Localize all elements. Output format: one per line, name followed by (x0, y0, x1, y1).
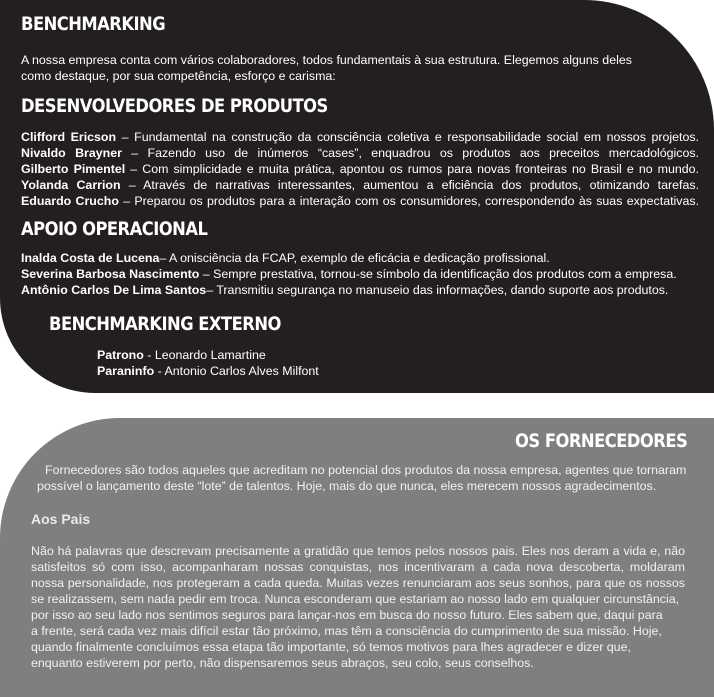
person-name: Clifford Ericson (21, 130, 117, 144)
externo-title: BENCHMARKING EXTERNO (49, 313, 281, 335)
person-name: Antônio Carlos De Lima Santos (21, 283, 207, 297)
benchmarking-title: BENCHMARKING (21, 13, 166, 35)
person-row (21, 145, 699, 161)
person-desc: – Fazendo uso de inúmeros “cases”, enquadrou os produtos aos preceitos mercadológicos. (121, 146, 699, 160)
patrono-row (97, 347, 497, 363)
pais-title: Aos Pais (31, 511, 91, 527)
pais-line: por isso ao seu lado nos sentimos seguros para lançar-nos em busca do nosso futuro. Eles sabem que, daqui para (31, 608, 663, 622)
person-desc: – Com simplicidade e muita prática, apontou os rumos para novas fronteiras no Brasil e no mundo. (125, 162, 699, 176)
person-row (21, 193, 699, 209)
fornecedores-line: Fornecedores são todos aqueles que acreditam no potencial dos produtos da nossa empresa, agentes que tornaram (45, 463, 687, 477)
person-desc: – Sempre prestativa, tornou-se símbolo da identificação dos produtos com a empresa. (199, 267, 677, 281)
benchmarking-intro (21, 52, 691, 84)
fornecedores-title: OS FORNECEDORES (514, 430, 687, 452)
person-desc: – Transmitiu segurança no manuseio das informações, dando suporte aos produtos. (206, 283, 669, 297)
paraninfo-row (97, 363, 497, 379)
pais-line: nossa personalidade, nos protegeram a cada queda. Muitas vezes renunciaram aos seus sonhos, para que os nossos (31, 576, 685, 590)
intro-line: A nossa empresa conta com vários colaboradores, todos fundamentais à sua estrutura. Elegemos alguns deles (21, 53, 632, 67)
person-name: Nivaldo Brayner (21, 146, 122, 160)
pais-line: se realizassem, sem nada pedir em troca. Nunca esconderam que estariam ao nosso lado em qualquer circunstância, (31, 592, 680, 606)
paraninfo-label: Paraninfo (97, 364, 155, 378)
apoio-list (21, 250, 691, 298)
desenvolvedores-list (21, 129, 699, 209)
externo-list (97, 347, 497, 379)
person-row (21, 129, 699, 145)
person-row (21, 282, 691, 298)
person-row (21, 266, 691, 282)
person-name: Yolanda Carrion (21, 178, 121, 192)
pais-text (31, 543, 685, 671)
person-desc: – Através de narrativas interessantes, aumentou a eficiência dos produtos, otimizando tarefas. (120, 178, 700, 192)
person-desc: – Fundamental na construção da consciência coletiva e responsabilidade social em nossos projetos. (116, 130, 699, 144)
paraninfo-value: - Antonio Carlos Alves Milfont (154, 364, 319, 378)
fornecedores-line: possível o lançamento deste “lote” de talentos. Hoje, mais do que nunca, eles merecem nossos agradecimentos. (37, 479, 657, 493)
person-desc: – Preparou os produtos para a interação com os consumidores, correspondendo às suas expectativas. (118, 194, 700, 208)
patrono-label: Patrono (97, 348, 144, 362)
person-name: Severina Barbosa Nascimento (21, 267, 200, 281)
person-name: Eduardo Crucho (21, 194, 119, 208)
pais-line: Não há palavras que descrevam precisamente a gratidão que temos pelos nossos pais. Eles nos deram a vida e, não (31, 544, 685, 558)
patrono-value: - Leonardo Lamartine (143, 348, 266, 362)
pais-line: enquanto estiverem por perto, não dispensaremos seus abraços, seu colo, seus conselhos. (31, 656, 534, 670)
person-row (21, 250, 691, 266)
desenvolvedores-title: DESENVOLVEDORES DE PRODUTOS (21, 95, 328, 117)
fornecedores-text (37, 462, 697, 494)
pais-line: quando finalmente concluímos essa etapa tão importante, só temos motivos para lhes agradecer e dizer que, (31, 640, 631, 654)
person-name: Inalda Costa de Lucena (21, 251, 160, 265)
gray-panel (0, 418, 714, 697)
pais-line: a frente, será cada vez mais difícil estar tão próximo, mas têm a consciência do cumprimento de sua missão. Hoje, (31, 624, 662, 638)
pais-line: satisfeitos só com isso, acompanharam nossas conquistas, nos incentivaram a cada nova descoberta, moldaram (31, 560, 685, 574)
person-desc: – A onisciência da FCAP, exemplo de eficácia e dedicação profissional. (159, 251, 550, 265)
person-row (21, 177, 699, 193)
person-name: Gilberto Pimentel (21, 162, 126, 176)
person-row (21, 161, 699, 177)
intro-line: como destaque, por sua competência, esforço e carisma: (21, 69, 336, 83)
apoio-title: APOIO OPERACIONAL (21, 218, 208, 240)
